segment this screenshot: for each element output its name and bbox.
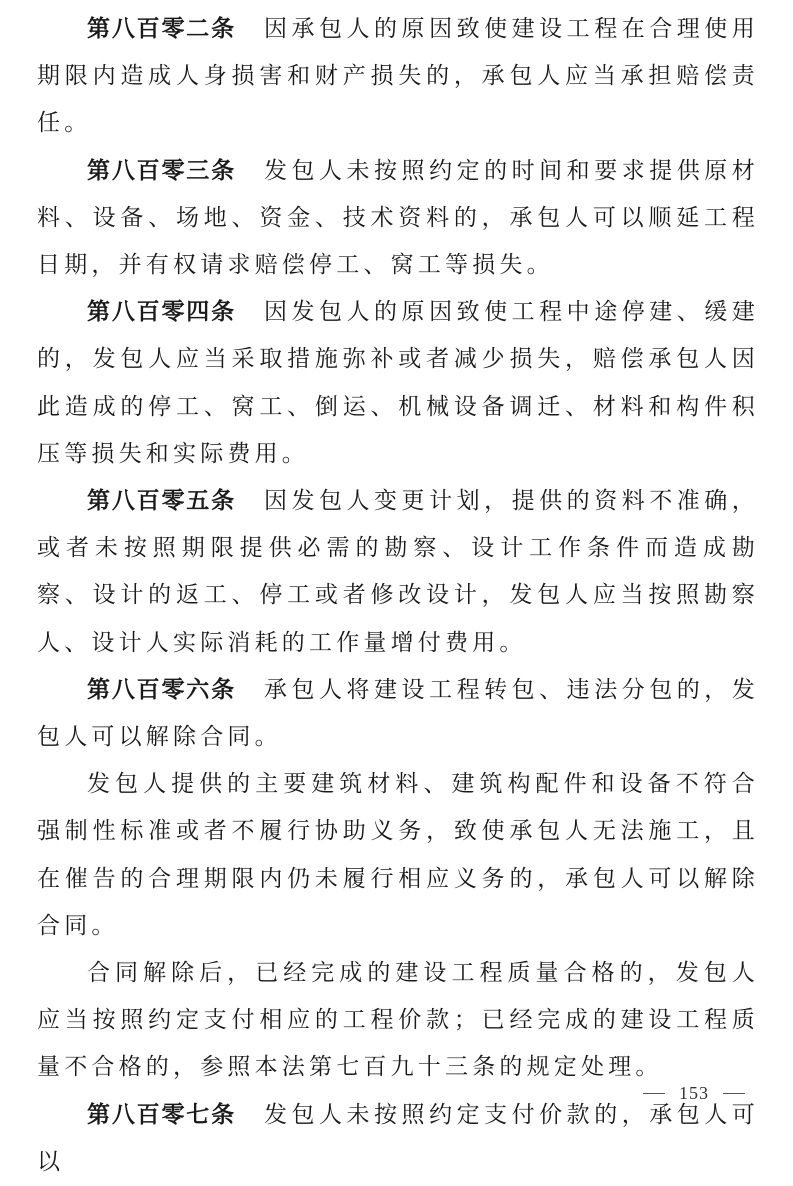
article-803 [37, 148, 759, 290]
footer-dash-right [723, 1093, 745, 1094]
article-text: 因承包人的原因致使建设工程在合理使用期限内造成人身损害和财产损失的，承包人应当承担赔偿责任。 [37, 16, 760, 137]
article-number: 第八百零二条 [87, 16, 236, 42]
article-802 [37, 6, 759, 148]
article-805 [37, 478, 759, 667]
page-number: 153 [679, 1083, 709, 1103]
article-text: 发包人未按照约定的时间和要求提供原材料、设备、场地、资金、技术资料的，承包人可以顺延工程日期，并有权请求赔偿停工、窝工等损失。 [37, 157, 760, 279]
article-806 [37, 667, 759, 761]
article-number: 第八百零四条 [87, 299, 236, 326]
article-number: 第八百零三条 [87, 157, 236, 184]
article-806-paragraph-2: 发包人提供的主要建筑材料、建筑构配件和设备不符合强制性标准或者不履行协助义务，致使承包人无法施工，且在催告的合理期限内仍未履行相应义务的，承包人可以解除合同。 [37, 771, 759, 939]
article-number: 第八百零五条 [87, 488, 236, 515]
page-footer [643, 1083, 745, 1104]
article-number: 第八百零六条 [87, 676, 236, 703]
document-body [37, 6, 759, 1186]
article-807 [37, 1092, 759, 1186]
article-804 [37, 289, 759, 478]
footer-dash-left [643, 1093, 665, 1094]
article-text: 承包人将建设工程转包、违法分包的，发包人可以解除合同。 [37, 676, 760, 751]
article-text: 因发包人的原因致使工程中途停建、缓建的，发包人应当采取措施弥补或者减少损失，赔偿承包人因此造成的停工、窝工、倒运、机械设备调迁、材料和构件积压等损失和实际费用。 [37, 299, 760, 467]
article-text: 因发包人变更计划，提供的资料不准确，或者未按照期限提供必需的勘察、设计工作条件而造成勘察、设计的返工、停工或者修改设计，发包人应当按照勘察人、设计人实际消耗的工作量增付费用。 [37, 488, 760, 656]
article-text: 发包人未按照约定支付价款的，承包人可以 [37, 1101, 760, 1175]
article-number: 第八百零七条 [87, 1101, 236, 1128]
article-806-paragraph-3: 合同解除后，已经完成的建设工程质量合格的，发包人应当按照约定支付相应的工程价款；已经完成的建设工程质量不合格的，参照本法第七百九十三条的规定处理。 [37, 960, 759, 1081]
